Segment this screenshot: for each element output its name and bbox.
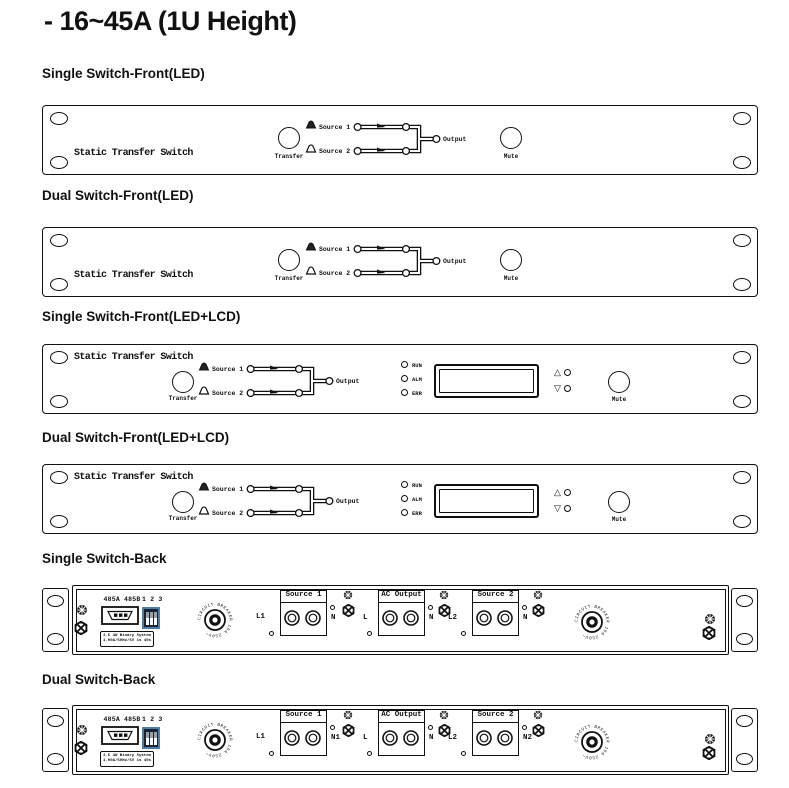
rs485-port-label: 485A 485B <box>103 716 141 723</box>
terminal <box>305 730 321 746</box>
rack-hole <box>50 112 68 125</box>
source1-terminal-group <box>280 710 327 756</box>
switch2-node <box>403 148 410 155</box>
rack-hole <box>736 753 753 765</box>
screw-phillips-icon <box>76 604 88 616</box>
output-label: Output <box>443 258 467 265</box>
down-button <box>564 505 571 512</box>
circuit-breaker <box>570 720 614 764</box>
mounting-hole <box>367 751 372 756</box>
run-led <box>401 481 408 488</box>
dip-switch <box>142 607 160 629</box>
output-node <box>433 258 440 265</box>
rack-hole <box>733 234 751 247</box>
mute-button <box>500 127 522 149</box>
transfer-label: Transfer <box>168 515 198 522</box>
source2-terminal-group <box>472 590 519 636</box>
err-led <box>401 389 408 396</box>
mounting-hole <box>269 751 274 756</box>
mute-label: Mute <box>611 396 627 403</box>
up-arrow-icon: △ <box>554 367 561 377</box>
mounting-hole <box>269 631 274 636</box>
output-label: Output <box>443 136 467 143</box>
source2-n-label: N2 <box>523 734 533 742</box>
terminal <box>476 730 492 746</box>
rack-hole <box>733 278 751 291</box>
screw-phillips-icon <box>704 613 716 625</box>
output-node <box>433 136 440 143</box>
dip-switch-label: 1 2 3 <box>142 716 163 723</box>
err-led-label: ERR <box>412 510 422 517</box>
rack-hole <box>733 395 751 408</box>
screw-hex-icon <box>74 621 88 635</box>
transfer-button <box>278 127 300 149</box>
terminal <box>403 730 419 746</box>
rack-ear <box>42 588 69 652</box>
mute-label: Mute <box>503 275 519 282</box>
section-header-single-front-led: Single Switch-Front(LED) <box>42 66 205 81</box>
mounting-hole <box>367 631 372 636</box>
l1-label: L1 <box>256 733 266 741</box>
source2-lamp-icon <box>200 387 209 394</box>
up-button-group <box>554 488 571 497</box>
source1-lamp-icon <box>307 121 316 128</box>
power-flow-diagram <box>305 116 445 162</box>
rack-hole <box>733 351 751 364</box>
section-header-single-front-lcd: Single Switch-Front(LED+LCD) <box>42 309 241 324</box>
screw-phillips-icon <box>343 710 353 720</box>
source2-node <box>247 510 254 517</box>
power-flow-diagram <box>305 238 445 284</box>
source2-label: Source 2 <box>212 510 244 517</box>
svg-text:CIRCUIT BREAKER 16A 250V~: CIRCUIT BREAKER 16A 250V~ <box>197 602 233 638</box>
source1-lamp-icon <box>200 483 209 490</box>
lcd-screen <box>439 369 534 393</box>
transfer-button <box>278 249 300 271</box>
source2-label: Source 2 <box>212 390 244 397</box>
lcd-display <box>434 364 539 398</box>
output-n-label: N <box>429 734 434 742</box>
mounting-hole <box>428 605 433 610</box>
err-led <box>401 509 408 516</box>
source2-label: Source 2 <box>319 270 351 277</box>
transfer-label: Transfer <box>168 395 198 402</box>
screw-hex-icon <box>342 604 355 617</box>
screw-hex-icon <box>342 724 355 737</box>
screw-phillips-icon <box>343 590 353 600</box>
switch2-node <box>403 270 410 277</box>
rack-hole <box>47 595 64 607</box>
screw-phillips-icon <box>704 733 716 745</box>
rack-hole <box>733 515 751 528</box>
alm-led-label: ALM <box>412 376 422 383</box>
screw-hex-icon <box>702 746 716 760</box>
screw-hex-icon <box>74 741 88 755</box>
l2-label: L2 <box>448 614 458 622</box>
source2-node <box>354 148 361 155</box>
screw-phillips-icon <box>439 590 449 600</box>
rack-hole <box>50 471 68 484</box>
source2-lamp-icon <box>307 145 316 152</box>
mounting-hole <box>461 751 466 756</box>
section-header-dual-front-led: Dual Switch-Front(LED) <box>42 188 194 203</box>
source1-terminal-label: Source 1 <box>281 711 326 723</box>
rating-line-2: 1.00A/50Hz/5V 1s 40s <box>103 639 152 643</box>
mute-label: Mute <box>611 516 627 523</box>
source1-label: Source 1 <box>212 486 244 493</box>
source1-terminal-group <box>280 590 327 636</box>
rack-hole <box>736 633 753 645</box>
source2-label: Source 2 <box>319 148 351 155</box>
source1-terminal-label: Source 1 <box>281 591 326 603</box>
terminal <box>497 610 513 626</box>
transfer-label: Transfer <box>274 153 304 160</box>
power-flow-diagram <box>198 358 338 404</box>
mute-button <box>608 491 630 513</box>
rack-hole <box>50 156 68 169</box>
down-arrow-icon: ▽ <box>554 503 561 513</box>
rack-ear <box>731 588 758 652</box>
section-header-dual-front-lcd: Dual Switch-Front(LED+LCD) <box>42 430 230 445</box>
terminal <box>305 610 321 626</box>
rack-hole <box>736 715 753 727</box>
panel-single-switch-front-led <box>42 105 758 175</box>
err-led-label: ERR <box>412 390 422 397</box>
ac-output-terminal-label: AC Output <box>379 711 424 723</box>
up-button-group <box>554 368 571 377</box>
screw-phillips-icon <box>76 724 88 736</box>
rating-label <box>100 751 154 767</box>
transfer-button <box>172 491 194 513</box>
screw-phillips-icon <box>533 590 543 600</box>
source1-lamp-icon <box>307 243 316 250</box>
rack-hole <box>50 278 68 291</box>
panel-dual-switch-front-led <box>42 227 758 297</box>
source1-node <box>247 366 254 373</box>
up-arrow-icon: △ <box>554 487 561 497</box>
mounting-hole <box>522 605 527 610</box>
transfer-label: Transfer <box>274 275 304 282</box>
rack-hole <box>50 234 68 247</box>
ac-output-terminal-group <box>378 710 425 756</box>
output-label: Output <box>336 378 360 385</box>
mounting-hole <box>330 605 335 610</box>
rating-label <box>100 631 154 647</box>
lcd-display <box>434 484 539 518</box>
brand-label: Static Transfer Switch <box>74 352 193 363</box>
svg-text:CIRCUIT BREAKER 16A 250V~: CIRCUIT BREAKER 16A 250V~ <box>197 722 233 758</box>
source1-n-label: N <box>331 614 336 622</box>
up-button <box>564 369 571 376</box>
source2-lamp-icon <box>307 267 316 274</box>
rack-hole <box>47 715 64 727</box>
source2-node <box>354 270 361 277</box>
screw-hex-icon <box>702 626 716 640</box>
source2-node <box>247 390 254 397</box>
output-label: Output <box>336 498 360 505</box>
rack-ear <box>42 708 69 772</box>
down-button <box>564 385 571 392</box>
rack-hole <box>736 595 753 607</box>
screw-hex-icon <box>532 724 545 737</box>
source1-n-label: N1 <box>331 734 341 742</box>
source1-label: Source 1 <box>319 124 351 131</box>
terminal <box>497 730 513 746</box>
section-header-dual-back: Dual Switch-Back <box>42 672 156 687</box>
output-node <box>326 498 333 505</box>
output-node <box>326 378 333 385</box>
source1-node <box>247 486 254 493</box>
rack-hole <box>50 515 68 528</box>
source1-node <box>354 124 361 131</box>
source1-label: Source 1 <box>319 246 351 253</box>
mounting-hole <box>428 725 433 730</box>
brand-label: Static Transfer Switch <box>74 472 193 483</box>
rack-hole <box>733 471 751 484</box>
switch2-node <box>296 390 303 397</box>
mounting-hole <box>461 631 466 636</box>
rack-ear <box>731 708 758 772</box>
switch1-node <box>403 124 410 131</box>
dip-switch <box>142 727 160 749</box>
rs485-connector <box>101 726 139 745</box>
source2-terminal-group <box>472 710 519 756</box>
screw-phillips-icon <box>439 710 449 720</box>
source2-terminal-label: Source 2 <box>473 591 518 603</box>
ac-output-terminal-group <box>378 590 425 636</box>
run-led-label: RUN <box>412 482 422 489</box>
transfer-button <box>172 371 194 393</box>
dip-switch-label: 1 2 3 <box>142 596 163 603</box>
switch1-node <box>296 486 303 493</box>
mounting-hole <box>522 725 527 730</box>
rs485-connector <box>101 606 139 625</box>
terminal <box>382 610 398 626</box>
source1-label: Source 1 <box>212 366 244 373</box>
up-button <box>564 489 571 496</box>
circuit-breaker <box>193 718 237 762</box>
terminal <box>403 610 419 626</box>
circuit-breaker <box>570 600 614 644</box>
rack-hole <box>50 351 68 364</box>
output-l-label: L <box>363 734 368 742</box>
l1-label: L1 <box>256 613 266 621</box>
mounting-hole <box>330 725 335 730</box>
alm-led-label: ALM <box>412 496 422 503</box>
run-led <box>401 361 408 368</box>
mute-label: Mute <box>503 153 519 160</box>
terminal <box>476 610 492 626</box>
terminal <box>284 730 300 746</box>
panel-dual-switch-back <box>42 705 758 775</box>
output-l-label: L <box>363 614 368 622</box>
source1-lamp-icon <box>200 363 209 370</box>
brand-label: Static Transfer Switch <box>74 148 193 159</box>
brand-label: Static Transfer Switch <box>74 270 193 281</box>
rack-hole <box>733 112 751 125</box>
rack-hole <box>50 395 68 408</box>
run-led-label: RUN <box>412 362 422 369</box>
rs485-port-label: 485A 485B <box>103 596 141 603</box>
svg-text:CIRCUIT BREAKER 16A 250V~: CIRCUIT BREAKER 16A 250V~ <box>574 724 610 760</box>
svg-text:CIRCUIT BREAKER 16A 250V~: CIRCUIT BREAKER 16A 250V~ <box>574 604 610 640</box>
switch2-node <box>296 510 303 517</box>
alm-led <box>401 495 408 502</box>
source2-lamp-icon <box>200 507 209 514</box>
panel-dual-switch-front-lcd <box>42 464 758 534</box>
panel-single-switch-front-lcd <box>42 344 758 414</box>
terminal <box>284 610 300 626</box>
rating-line-1: 1.5 4W Binary System <box>103 753 152 758</box>
screw-hex-icon <box>532 604 545 617</box>
source1-node <box>354 246 361 253</box>
rack-hole <box>47 753 64 765</box>
switch1-node <box>296 366 303 373</box>
rack-hole <box>733 156 751 169</box>
mute-button <box>608 371 630 393</box>
mute-button <box>500 249 522 271</box>
rating-line-2: 1.00A/50Hz/5V 1s 40s <box>103 759 152 763</box>
page-title: - 16~45A (1U Height) <box>44 6 297 36</box>
power-flow-diagram <box>198 478 338 524</box>
screw-phillips-icon <box>533 710 543 720</box>
switch1-node <box>403 246 410 253</box>
alm-led <box>401 375 408 382</box>
rating-line-1: 1.5 4W Binary System <box>103 633 152 638</box>
section-header-single-back: Single Switch-Back <box>42 551 167 566</box>
rack-hole <box>47 633 64 645</box>
down-button-group <box>554 384 571 393</box>
lcd-screen <box>439 489 534 513</box>
output-n-label: N <box>429 614 434 622</box>
panel-single-switch-back <box>42 585 758 655</box>
circuit-breaker <box>193 598 237 642</box>
source2-n-label: N <box>523 614 528 622</box>
down-button-group <box>554 504 571 513</box>
ac-output-terminal-label: AC Output <box>379 591 424 603</box>
source2-terminal-label: Source 2 <box>473 711 518 723</box>
l2-label: L2 <box>448 734 458 742</box>
down-arrow-icon: ▽ <box>554 383 561 393</box>
terminal <box>382 730 398 746</box>
